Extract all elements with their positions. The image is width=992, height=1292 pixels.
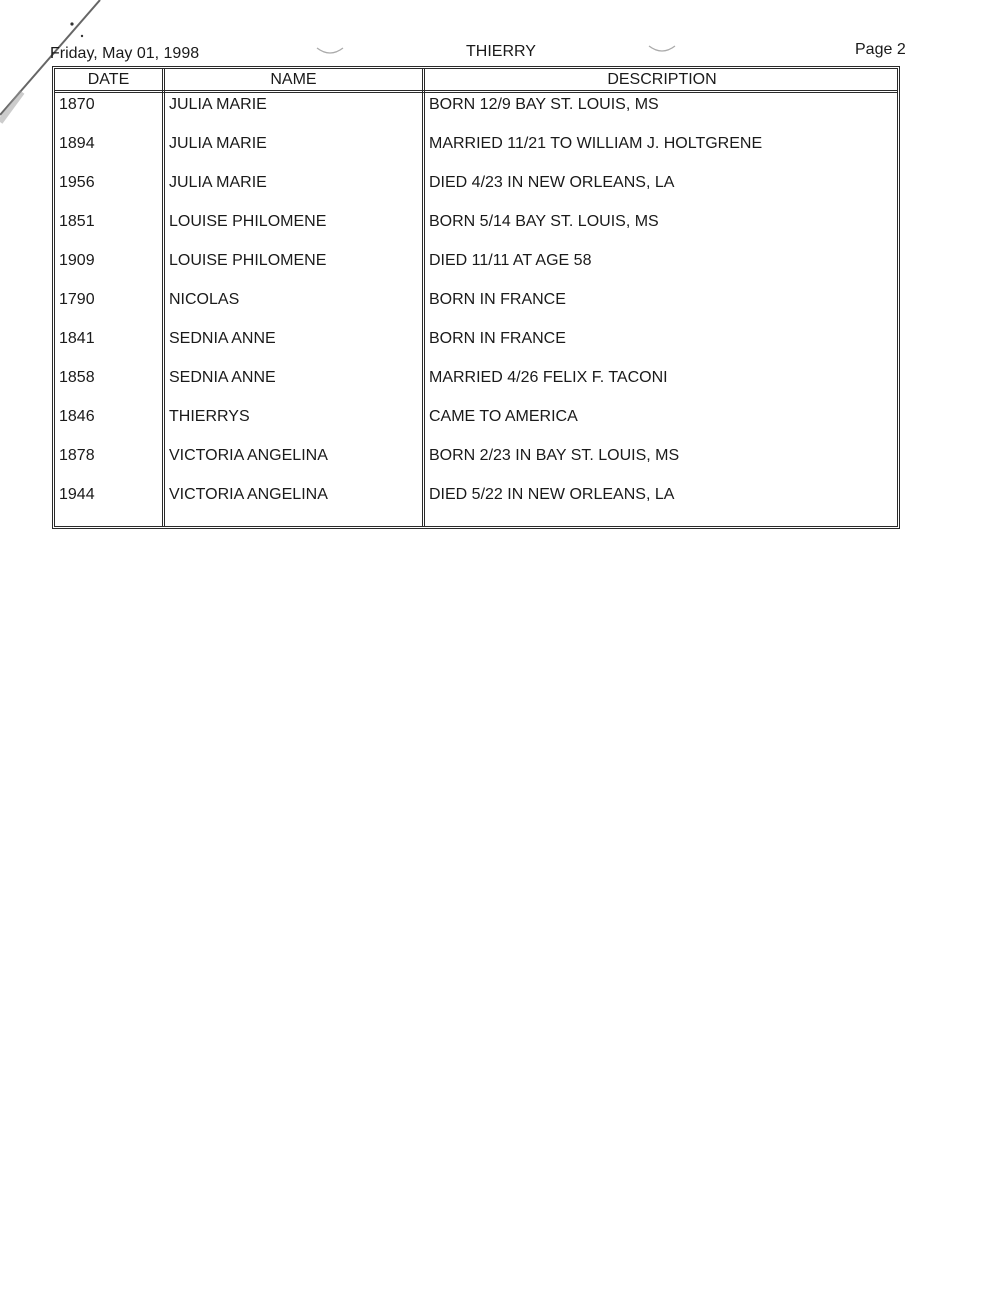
description-cell: MARRIED 11/21 TO WILLIAM J. HOLTGRENE <box>429 135 763 152</box>
header-divider <box>55 90 897 93</box>
name-cell: LOUISE PHILOMENE <box>169 252 327 269</box>
report-title: THIERRY <box>466 43 536 60</box>
table-row <box>55 369 897 408</box>
name-cell: VICTORIA ANGELINA <box>169 486 328 503</box>
column-header-description: DESCRIPTION <box>607 71 717 88</box>
date-cell: 1956 <box>59 174 95 191</box>
name-cell: VICTORIA ANGELINA <box>169 447 328 464</box>
punch-mark <box>648 44 676 54</box>
date-cell: 1846 <box>59 408 95 425</box>
table-row <box>55 96 897 135</box>
name-cell: JULIA MARIE <box>169 135 267 152</box>
table-row <box>55 174 897 213</box>
table-row <box>55 291 897 330</box>
table-row <box>55 330 897 369</box>
punch-mark <box>316 46 344 56</box>
column-header-name: NAME <box>270 71 317 88</box>
name-cell: NICOLAS <box>169 291 240 308</box>
page-number: Page 2 <box>855 41 906 58</box>
table-row <box>55 447 897 486</box>
table-row <box>55 486 897 525</box>
date-cell: 1790 <box>59 291 95 308</box>
name-cell: JULIA MARIE <box>169 96 267 113</box>
table-row <box>55 213 897 252</box>
description-cell: BORN IN FRANCE <box>429 330 566 347</box>
genealogy-table <box>52 66 900 529</box>
name-cell: THIERRYS <box>169 408 250 425</box>
date-cell: 1858 <box>59 369 95 386</box>
date-cell: 1909 <box>59 252 95 269</box>
description-cell: BORN 2/23 IN BAY ST. LOUIS, MS <box>429 447 680 464</box>
date-cell: 1944 <box>59 486 95 503</box>
description-cell: BORN 12/9 BAY ST. LOUIS, MS <box>429 96 659 113</box>
description-cell: BORN 5/14 BAY ST. LOUIS, MS <box>429 213 659 230</box>
description-cell: DIED 5/22 IN NEW ORLEANS, LA <box>429 486 675 503</box>
description-cell: BORN IN FRANCE <box>429 291 566 308</box>
table-row <box>55 135 897 174</box>
description-cell: MARRIED 4/26 FELIX F. TACONI <box>429 369 668 386</box>
name-cell: JULIA MARIE <box>169 174 267 191</box>
table-row <box>55 252 897 291</box>
description-cell: DIED 4/23 IN NEW ORLEANS, LA <box>429 174 675 191</box>
name-cell: LOUISE PHILOMENE <box>169 213 327 230</box>
name-cell: SEDNIA ANNE <box>169 369 276 386</box>
date-cell: 1894 <box>59 135 95 152</box>
description-cell: DIED 11/11 AT AGE 58 <box>429 252 592 269</box>
date-cell: 1870 <box>59 96 95 113</box>
description-cell: CAME TO AMERICA <box>429 408 578 425</box>
date-cell: 1841 <box>59 330 95 347</box>
table-row <box>55 408 897 447</box>
report-date: Friday, May 01, 1998 <box>50 45 200 62</box>
column-header-date: DATE <box>87 71 130 88</box>
date-cell: 1851 <box>59 213 95 230</box>
name-cell: SEDNIA ANNE <box>169 330 276 347</box>
date-cell: 1878 <box>59 447 95 464</box>
